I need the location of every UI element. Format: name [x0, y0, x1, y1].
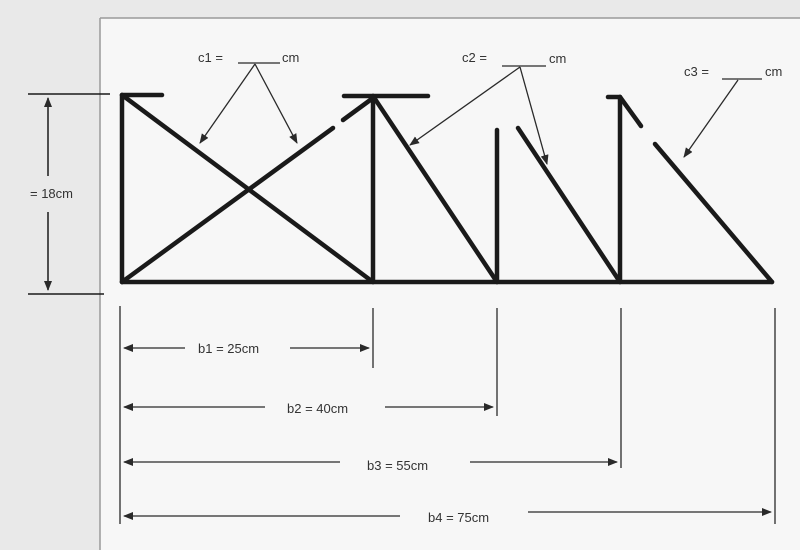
height-label: = 18cm	[30, 186, 73, 201]
span-b1-label: b1 = 25cm	[198, 341, 260, 356]
span-b2-label: b2 = 40cm	[287, 401, 349, 416]
c3-label: c3 =	[684, 64, 709, 79]
span-b4-label: b4 = 75cm	[428, 510, 490, 525]
span-b3-label: b3 = 55cm	[367, 458, 429, 473]
height-dimension	[28, 94, 110, 294]
c2-label: c2 =	[462, 50, 487, 65]
c2-unit: cm	[549, 51, 567, 66]
c1-label: c1 =	[198, 50, 223, 65]
c1-unit: cm	[282, 50, 300, 65]
c3-unit: cm	[765, 64, 783, 79]
